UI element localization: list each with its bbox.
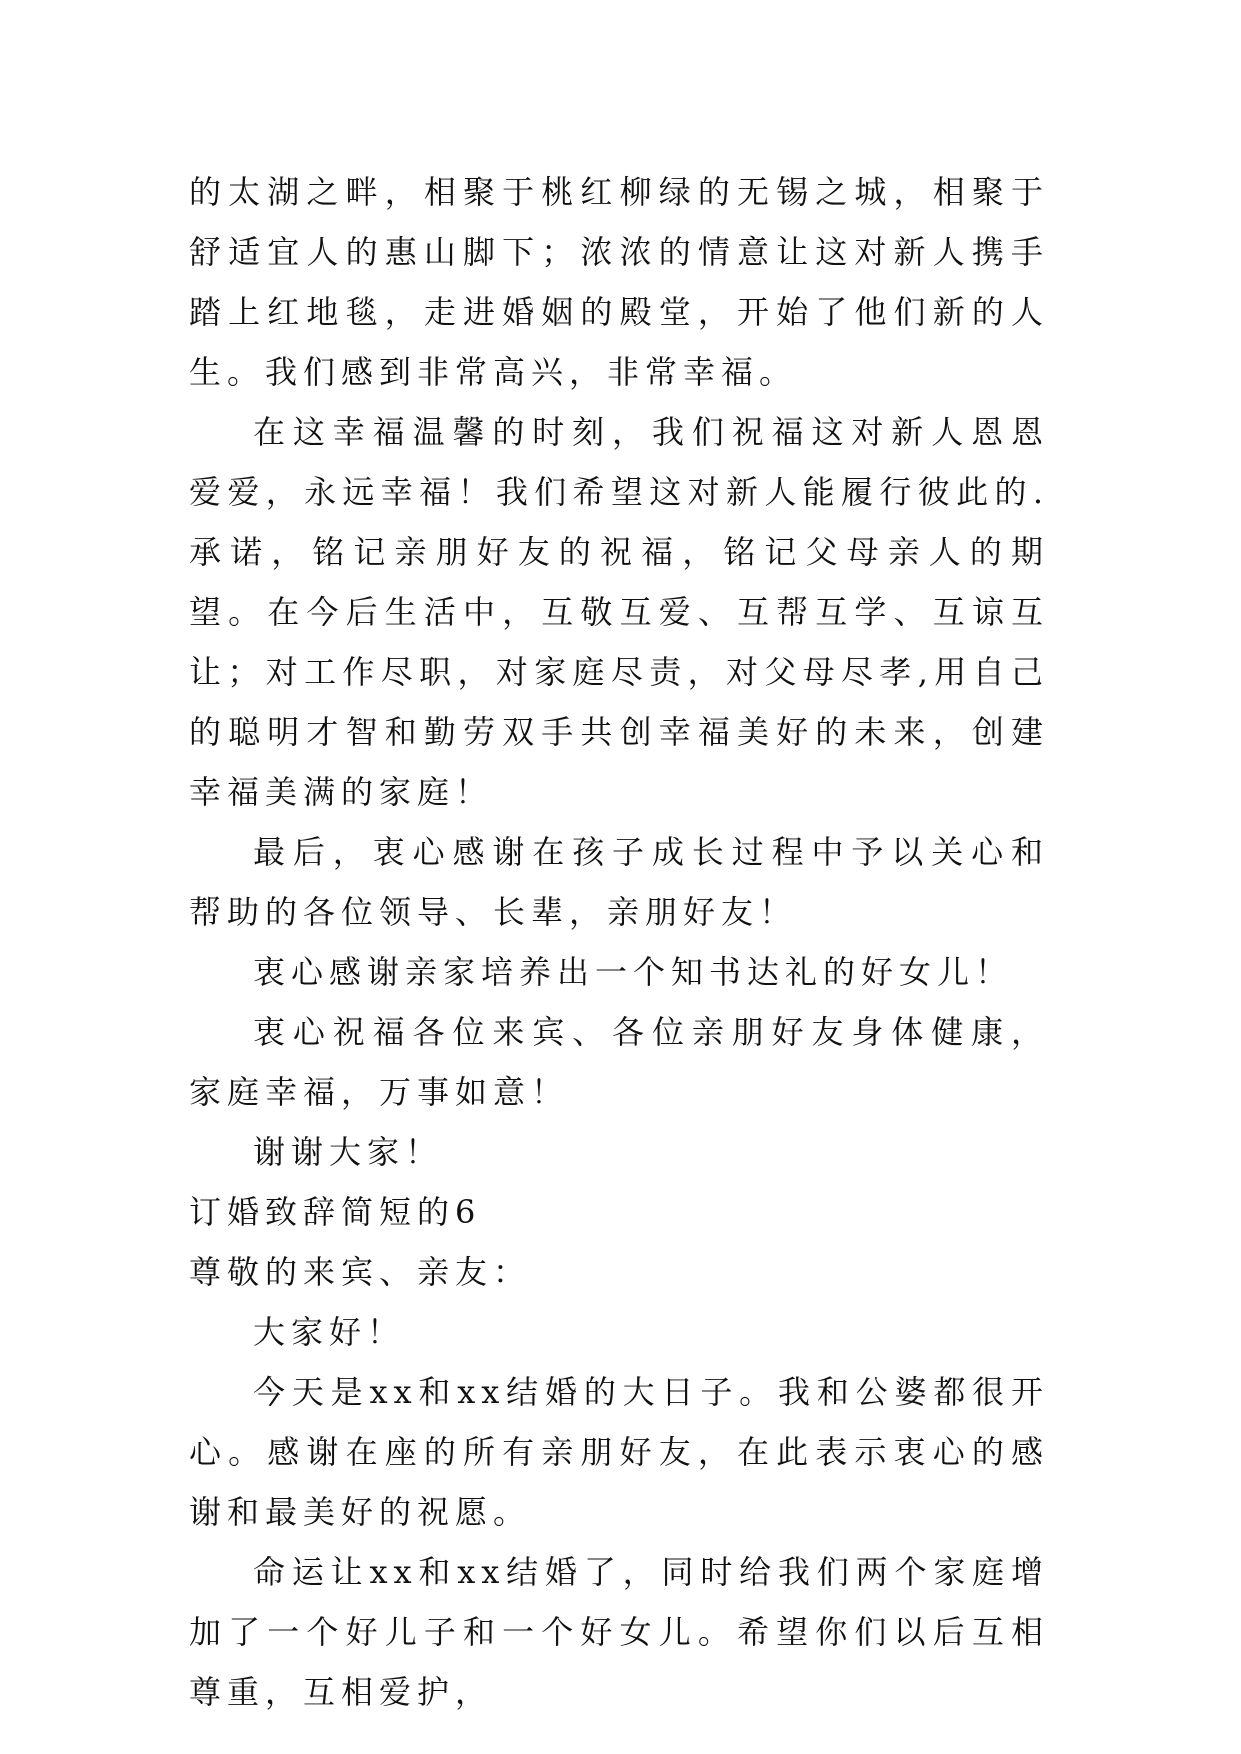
salutation: 尊敬的来宾、亲友：	[189, 1253, 532, 1291]
section-heading: 订婚致辞简短的6	[189, 1193, 482, 1231]
greeting: 大家好！	[253, 1313, 406, 1351]
paragraph-2: 在这幸福温馨的时刻，我们祝福这对新人恩恩爱爱，永远幸福！我们希望这对新人能履行彼此的.承诺，铭记亲朋好友的祝福，铭记父母亲人的期望。在今后生活中，互敬互爱、互帮互学、互谅互让；对工作尽职，对家庭尽责，对父母尽孝,用自己的聪明才智和勤劳双手共创幸福美好的未来，创建幸福美满的家庭！	[189, 413, 1049, 811]
paragraph-5: 衷心祝福各位来宾、各位亲朋好友身体健康，家庭幸福，万事如意！	[189, 1013, 1049, 1111]
paragraph-10: 今天是xx和xx结婚的大日子。我和公婆都很开心。感谢在座的所有亲朋好友，在此表示衷心的感谢和最美好的祝愿。	[189, 1373, 1049, 1531]
paragraph-1: 的太湖之畔，相聚于桃红柳绿的无锡之城，相聚于舒适宜人的惠山脚下；浓浓的情意让这对新人携手踏上红地毯，走进婚姻的殿堂，开始了他们新的人生。我们感到非常高兴，非常幸福。	[189, 173, 1049, 391]
paragraph-11: 命运让xx和xx结婚了，同时给我们两个家庭增加了一个好儿子和一个好女儿。希望你们以后互相尊重，互相爱护，	[189, 1553, 1049, 1711]
paragraph-6: 谢谢大家！	[253, 1133, 444, 1171]
paragraph-3: 最后，衷心感谢在孩子成长过程中予以关心和帮助的各位领导、长辈，亲朋好友！	[189, 833, 1049, 931]
paragraph-4: 衷心感谢亲家培养出一个知书达礼的好女儿！	[253, 953, 1014, 991]
document-body	[189, 162, 1049, 1722]
